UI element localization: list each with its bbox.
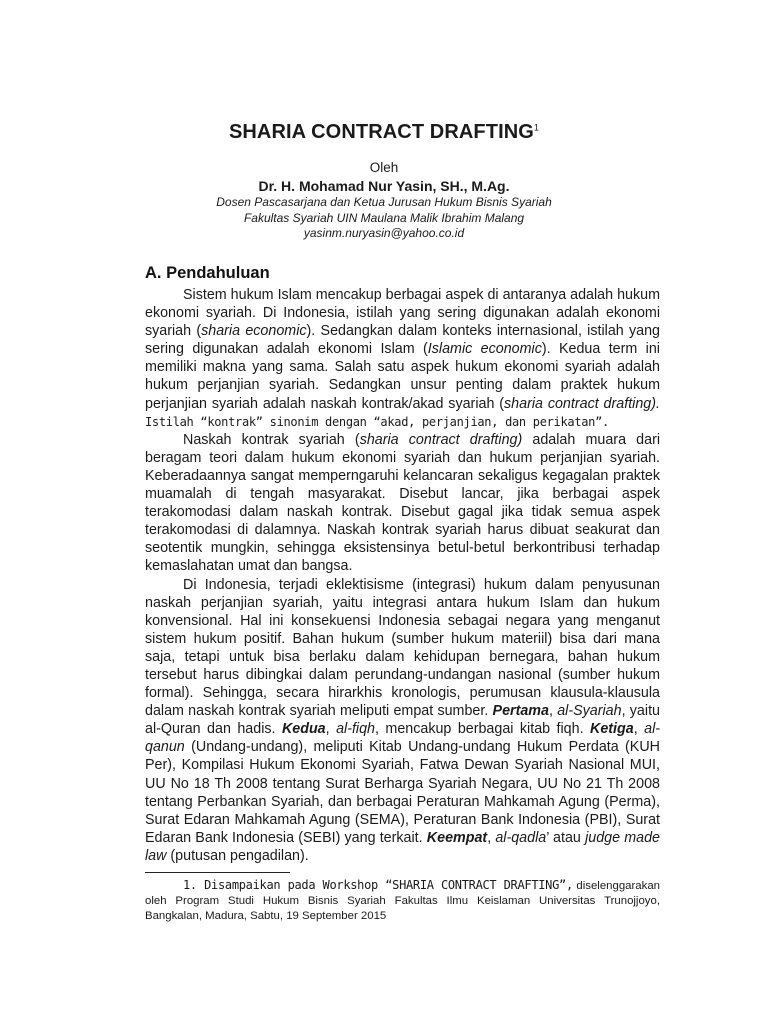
p3-italic-al-qanun: al-qanun [145, 721, 661, 756]
title-text: SHARIA CONTRACT DRAFTING [228, 121, 534, 143]
p3-text-o: , [487, 829, 496, 846]
p3-italic-judge-made-law: judge made law [145, 829, 660, 864]
footnote-rest: diselenggarakan oleh Program Studi Hukum Bisnis Syariah Fakultas Ilmu Keislaman Universitas Trunojjoyo, Bangkalan, Madura, Sabtu, 19 September 2015 [145, 880, 661, 922]
footnote-lead: 1. Disampaikan pada Workshop “SHARIA CONTRACT DRAFTING”, [183, 878, 573, 892]
byline [0, 159, 768, 242]
p1-text-g: Istilah “kontrak” sinonim dengan “akad, perjanjian, dan perikatan”. [145, 414, 609, 429]
p1-text-a: Sistem hukum Islam mencakup berbagai aspek di antaranya adalah hukum ekonomi syariah. Di Indonesia, istilah yang sering digunakan adalah ekonomi syariah ( [145, 287, 660, 340]
p3-text-e: , yaitu al-Quran dan hadis. [145, 703, 660, 738]
paragraph-3 [145, 576, 660, 866]
p3-text-k: , [633, 721, 645, 738]
p3-bold-keempat: Keempat [426, 829, 488, 846]
p3-text-m: (Undang-undang), meliputi Kitab Undang-undang Hukum Perdata (KUH Per), Kompilasi Hukum Ekonomi Syariah, Fatwa Dewan Syariah Nasional MUI, UU No 18 Th 2008 tentang Surat Berharga Syariah Negara, UU No 21 Th 2008 tentang Perbankan Syariah, dan berbagai Peraturan Mahkamah Agung (Perma), Surat Edaran Mahkamah Agung (SEMA), Peraturan Bank Indonesia (PBI), Surat Edaran Bank Indonesia (SEBI) yang terkait. [145, 739, 660, 846]
p1-text-e: ). Kedua term ini memiliki makna yang sama. Salah satu aspek hukum ekonomi syariah adalah hukum perjanjian syariah. Sedangkan unsur penting dalam praktek hukum perjanjian syariah adalah naskah kontrak/akad syariah ( [145, 341, 660, 412]
p1-italic-islamic-economic: Islamic economic [427, 341, 542, 358]
p1-text-c: ). Sedangkan dalam konteks internasional, istilah yang sering digunakan adalah ekonomi Islam ( [145, 323, 661, 358]
p2-text-c: adalah muara dari beragam teori dalam hukum ekonomi syariah dan hukum perjanjian syariah. Keberadaannya sangat memperngaruhi kelancaran sekaligus kegagalan praktek muamalah di tengah masyarakat. Disebut lancar, jika berbagai aspek terakomodasi dalam naskah kontrak. Disebut gagal jika tidak semua aspek terakomodasi di dalamnya. Naskah kontrak syariah harus dibuat seakurat dan seotentik mungkin, sehingga eksistensinya betul-betul berkontribusi terhadap kemaslahatan umat dan bangsa. [145, 431, 661, 575]
p3-bold-ketiga: Ketiga [590, 721, 634, 738]
section-heading: A. Pendahuluan [145, 264, 270, 282]
document-title [0, 121, 768, 144]
p1-italic-sharia-contract: sharia contract drafting). [504, 395, 660, 412]
paragraph-2 [145, 431, 660, 576]
p3-text-s: (putusan pengadilan). [166, 847, 309, 864]
byline-oleh: Oleh [369, 160, 399, 175]
p3-text-q: ’ atau [546, 829, 586, 846]
affiliation-line-1: Dosen Pascasarjana dan Ketua Jurusan Hukum Bisnis Syariah [216, 195, 552, 209]
p3-text-c: , [548, 703, 558, 720]
body-text [145, 286, 660, 865]
p1-italic-sharia-economic: sharia economic [201, 323, 307, 340]
p3-text-a: Di Indonesia, terjadi eklektisisme (integrasi) hukum dalam penyusunan naskah perjanjian syariah, yaitu integrasi antara hukum Islam dan hukum konvensional. Hal ini konsekuensi Indonesia sebagai negara yang menganut sistem hukum positif. Bahan hukum (sumber hukum materiil) bisa dari mana saja, tetapi untuk bisa berlaku dalam kehidupan bernegara, bahan hukum tersebut harus dibingkai dalam perundang-undangan nasional (sumber hukum formal). Sehingga, secara hirarkhis kronologis, perumusan klausula-klausula dalam naskah kontrak syariah meliputi empat sumber. [145, 576, 660, 720]
p3-text-i: , mencakup berbagai kitab fiqh. [375, 721, 590, 738]
paragraph-1 [145, 286, 660, 431]
title-footnote-mark: 1 [533, 122, 540, 133]
footnote-divider [145, 872, 290, 873]
affiliation-line-2: Fakultas Syariah UIN Maulana Malik Ibrahim Malang [243, 210, 525, 225]
author-name: Dr. H. Mohamad Nur Yasin, SH., M.Ag. [258, 178, 510, 194]
author-email: yasinm.nuryasin@yahoo.co.id [303, 226, 465, 240]
p3-text-g: , [325, 721, 337, 738]
p2-italic-sharia-contract: sharia contract drafting) [359, 431, 523, 448]
p3-bold-kedua: Kedua [281, 721, 326, 738]
p3-italic-al-syariah: al-Syariah [557, 703, 622, 720]
p3-bold-pertama: Pertama [492, 703, 549, 720]
p3-italic-al-fiqh: al-fiqh [336, 721, 376, 738]
footnote [145, 878, 660, 924]
p3-italic-al-qadla: al-qadla [495, 829, 547, 846]
p2-text-a: Naskah kontrak syariah ( [183, 431, 360, 448]
